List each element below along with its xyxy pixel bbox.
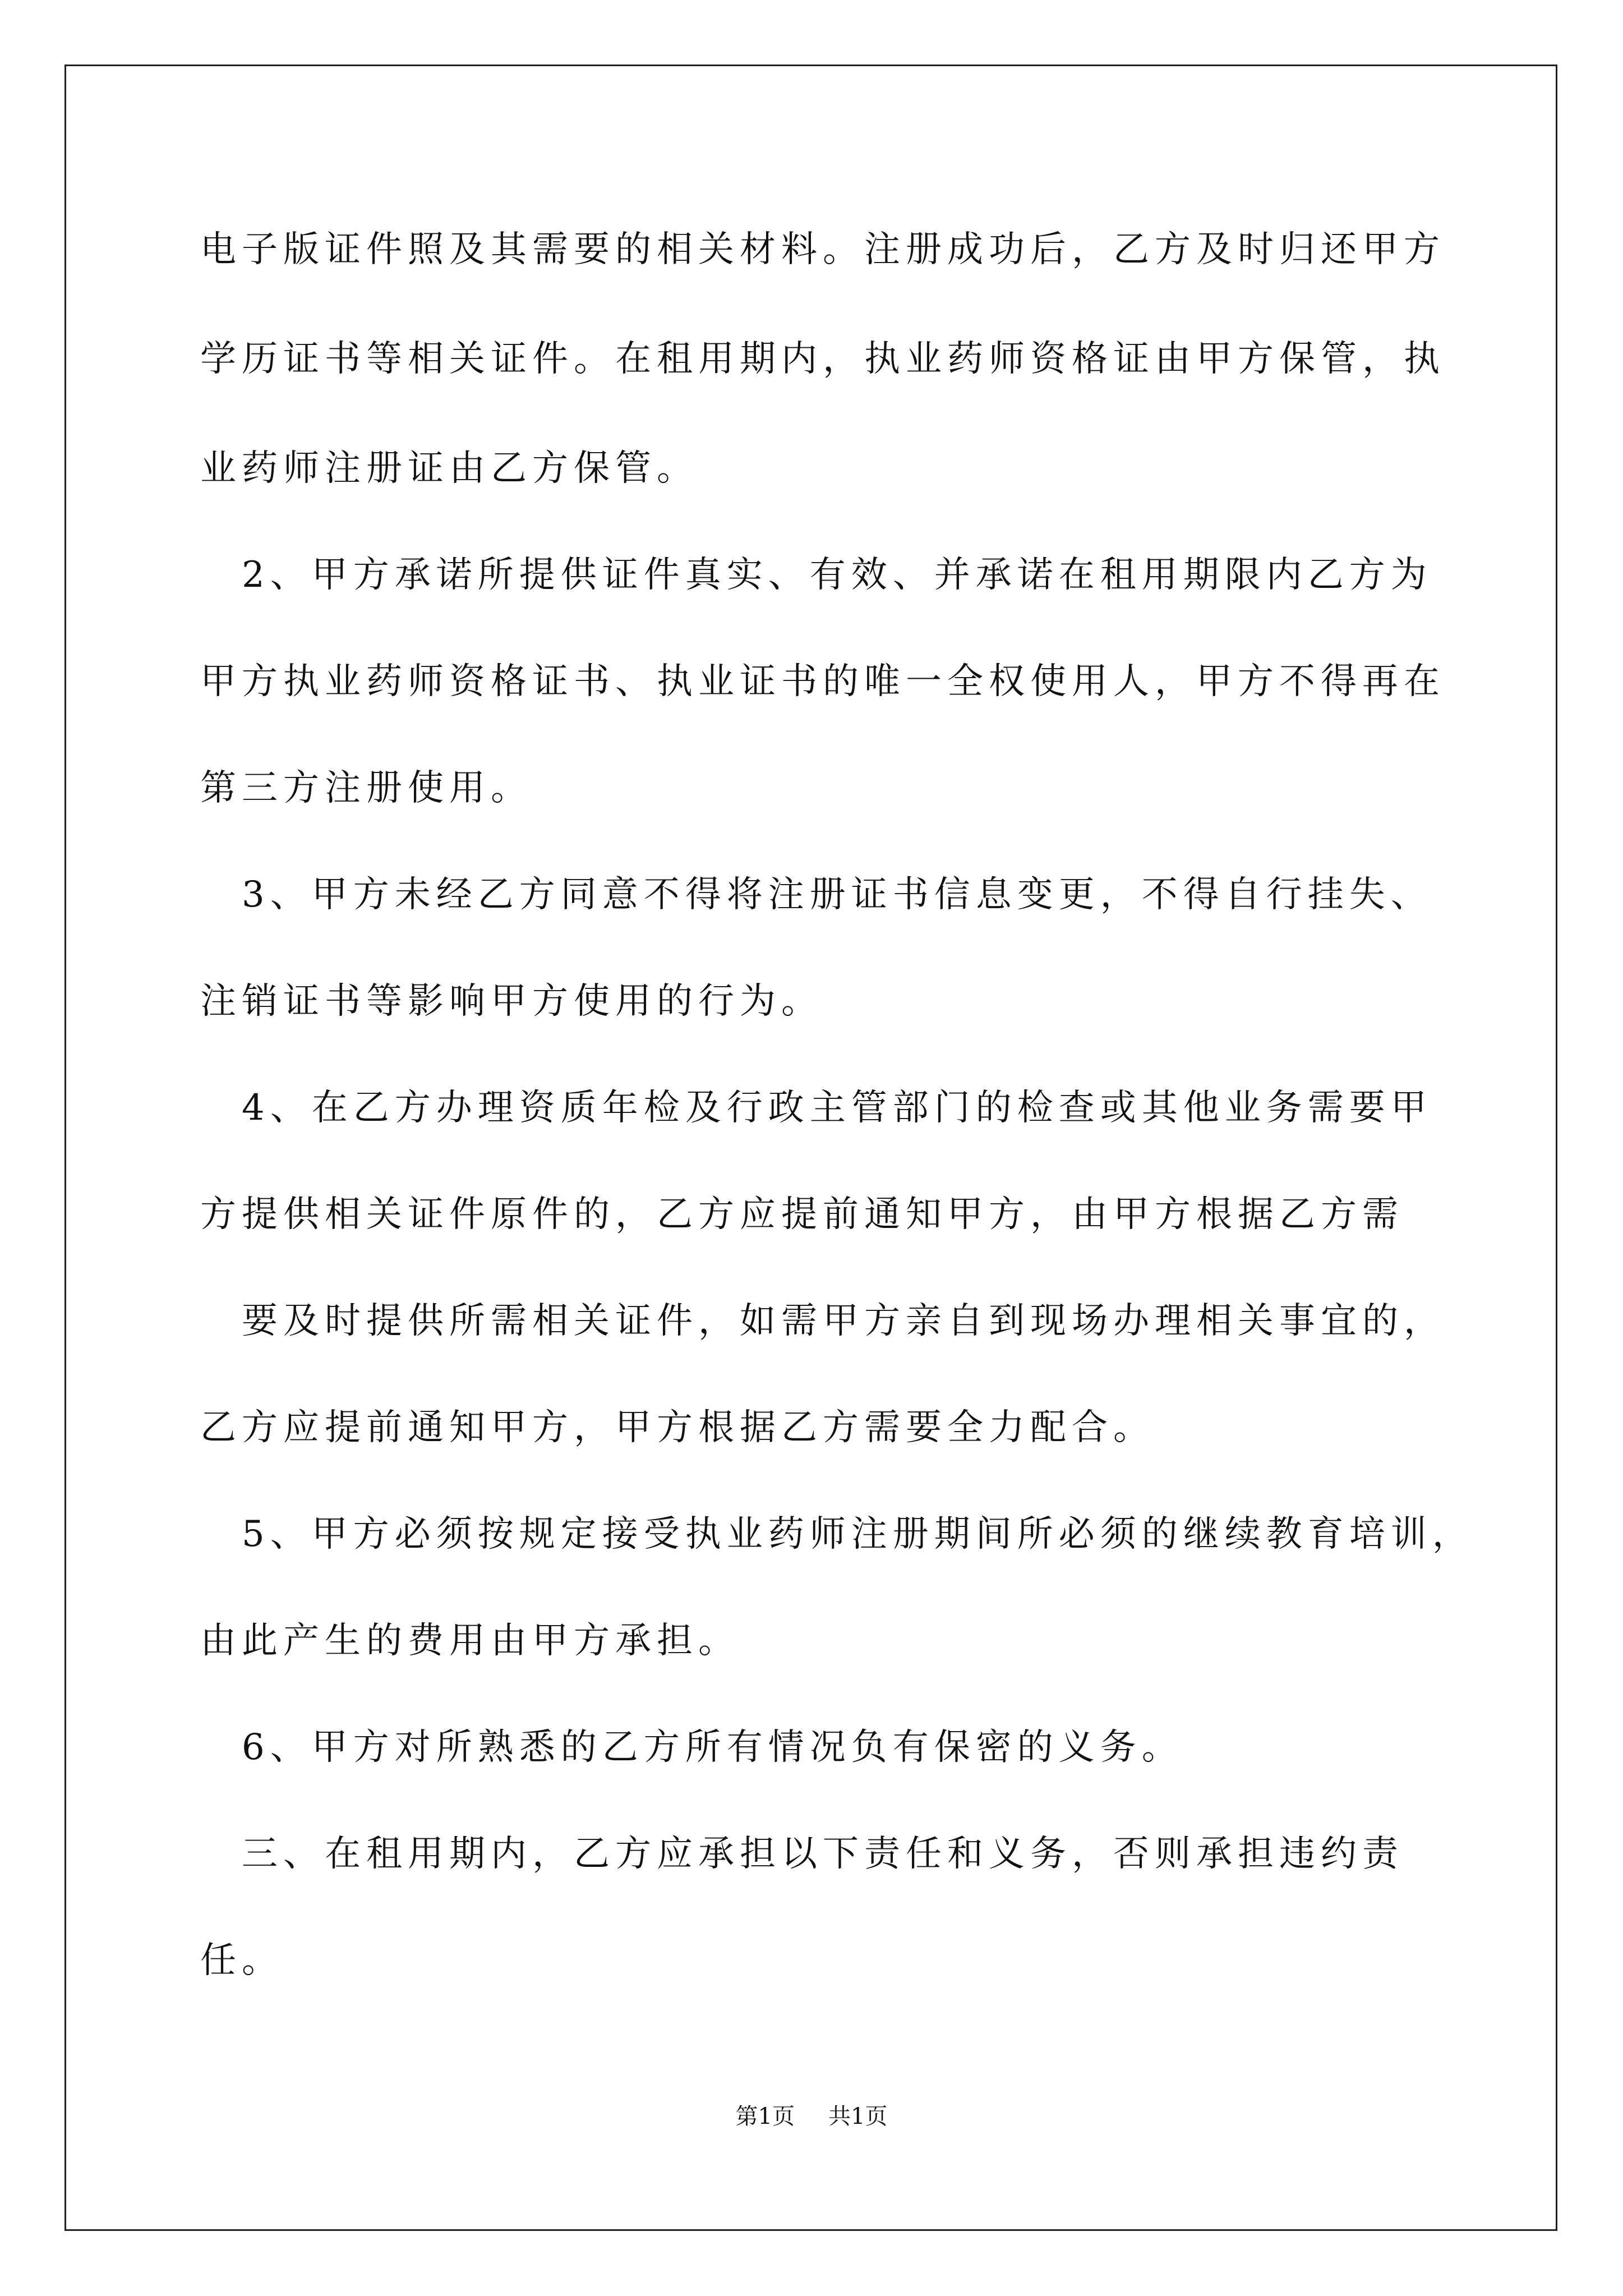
text-line: 学历证书等相关证件。在租用期内，执业药师资格证由甲方保管，执 bbox=[200, 338, 1445, 380]
page-number: 第1页 bbox=[735, 2104, 795, 2129]
text-line: 业药师注册证由乙方保管。 bbox=[200, 448, 698, 489]
text-line: 方提供相关证件原件的，乙方应提前通知甲方，由甲方根据乙方需 bbox=[200, 1194, 1404, 1235]
text-line: 注销证书等影响甲方使用的行为。 bbox=[200, 981, 823, 1022]
page-footer bbox=[0, 2102, 1623, 2131]
text-line: 乙方应提前通知甲方，甲方根据乙方需要全力配合。 bbox=[200, 1407, 1155, 1448]
page-total: 共1页 bbox=[828, 2104, 888, 2129]
text-line: 电子版证件照及其需要的相关材料。注册成功后，乙方及时归还甲方 bbox=[200, 229, 1445, 270]
page-border bbox=[64, 65, 1557, 2231]
text-line: 2、甲方承诺所提供证件真实、有效、并承诺在租用期限内乙方为 bbox=[200, 554, 1432, 596]
text-line: 三、在租用期内，乙方应承担以下责任和义务，否则承担违约责 bbox=[200, 1833, 1404, 1875]
text-line: 任。 bbox=[200, 1940, 283, 1981]
text-line: 甲方执业药师资格证书、执业证书的唯一全权使用人，甲方不得再在 bbox=[200, 661, 1445, 702]
text-line: 要及时提供所需相关证件，如需甲方亲自到现场办理相关事宜的， bbox=[200, 1300, 1445, 1342]
text-line: 由此产生的费用由甲方承担。 bbox=[200, 1620, 740, 1662]
text-line: 第三方注册使用。 bbox=[200, 767, 532, 809]
text-line: 5、甲方必须按规定接受执业药师注册期间所必须的继续教育培训， bbox=[200, 1513, 1474, 1555]
text-line: 3、甲方未经乙方同意不得将注册证书信息变更，不得自行挂失、 bbox=[200, 874, 1432, 915]
text-line: 6、甲方对所熟悉的乙方所有情况负有保密的义务。 bbox=[200, 1727, 1183, 1768]
text-line: 4、在乙方办理资质年检及行政主管部门的检查或其他业务需要甲 bbox=[200, 1087, 1432, 1129]
